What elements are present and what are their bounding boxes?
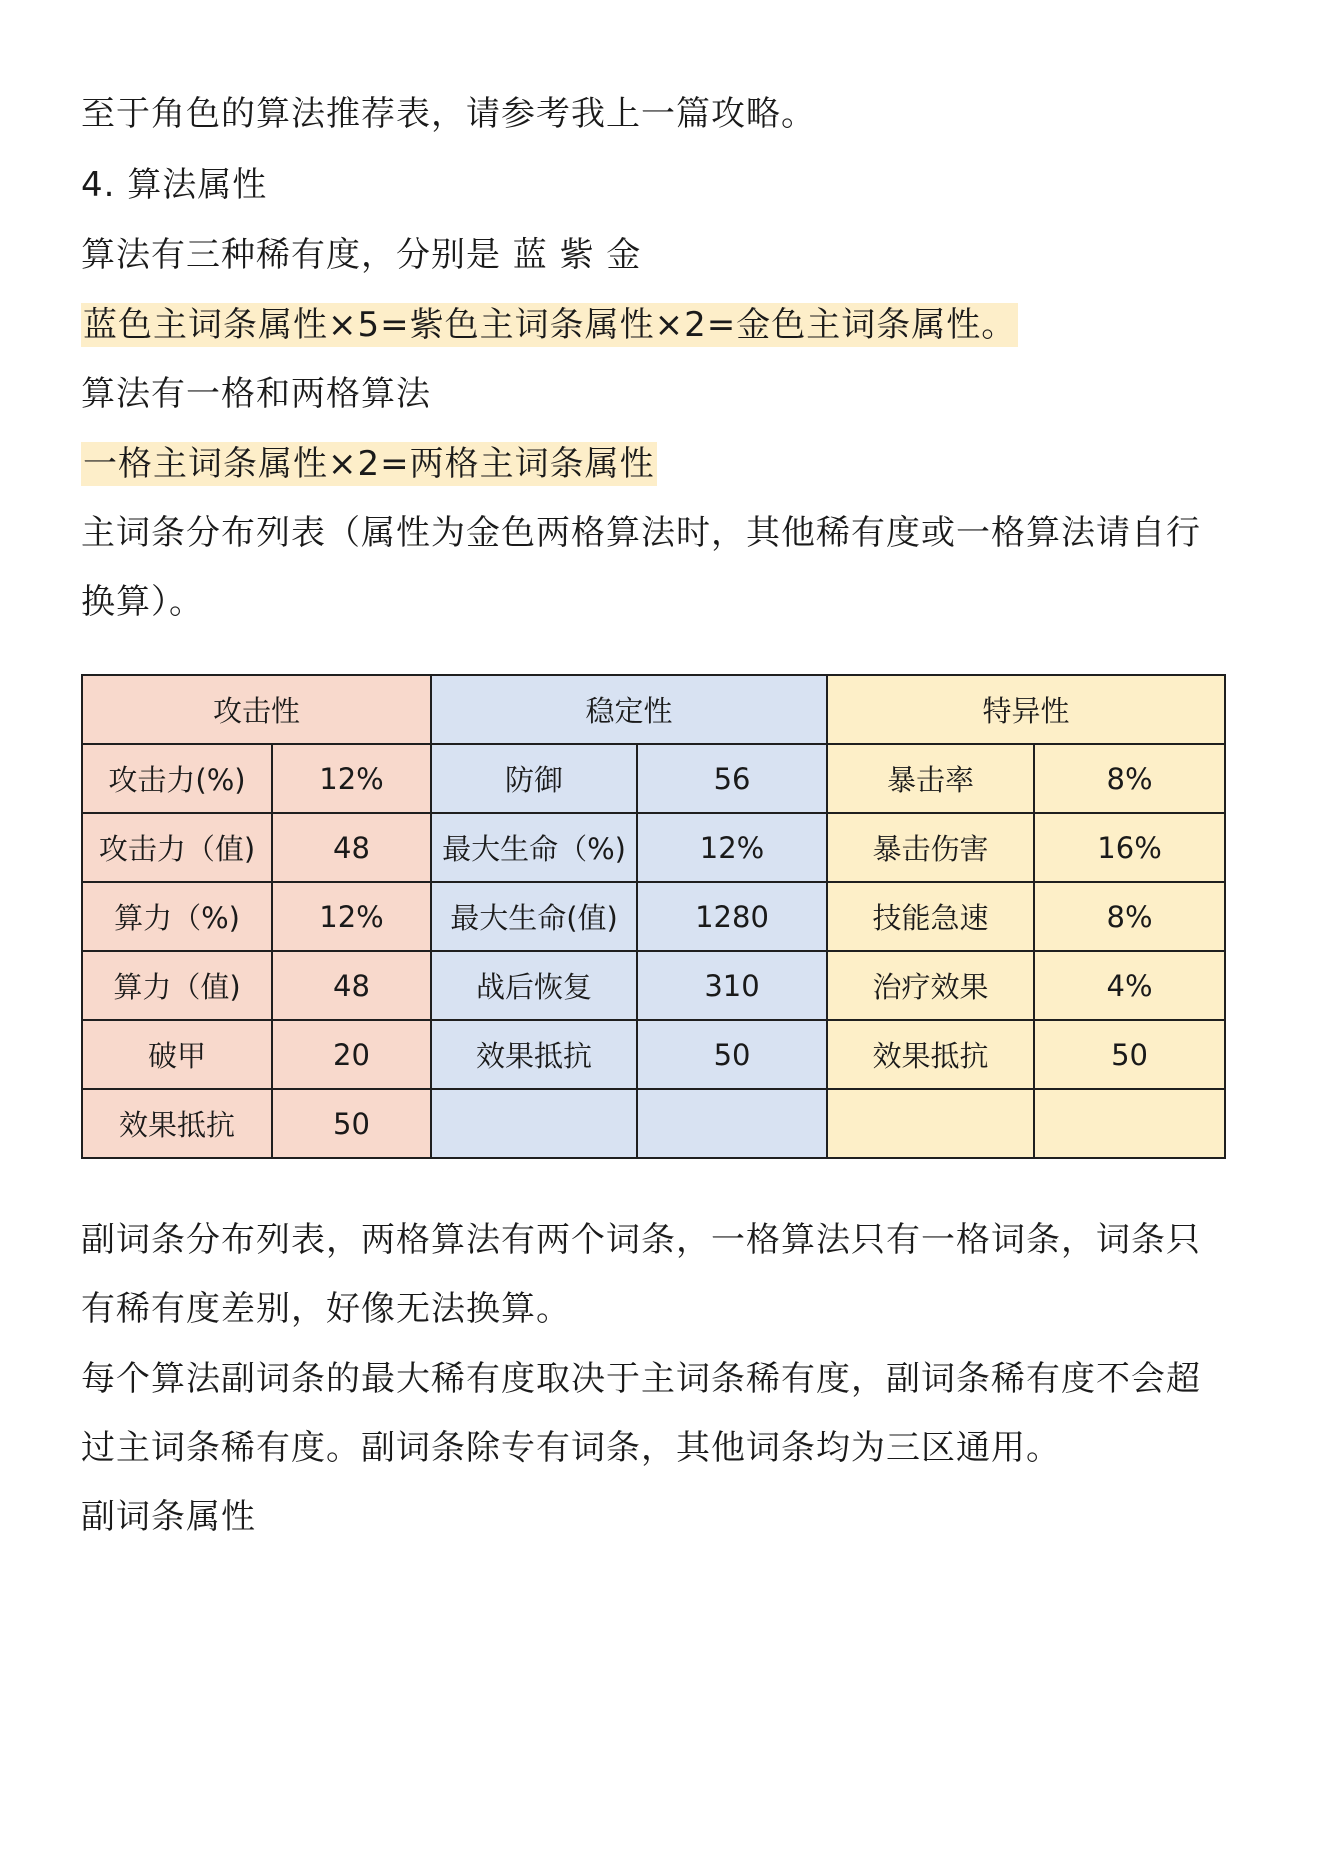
attack-stat-name: 算力（%)	[82, 882, 272, 951]
paragraph-sub-attributes: 副词条属性	[81, 1497, 256, 1537]
paragraph-main-list-line2: 换算）。	[81, 582, 204, 622]
attack-stat-name: 攻击力(%)	[82, 744, 272, 813]
table-header-row	[82, 675, 1225, 744]
special-stat-value: 16%	[1034, 813, 1225, 882]
paragraph-sub-rarity-line2: 过主词条稀有度。副词条除专有词条，其他词条均为三区通用。	[81, 1428, 1061, 1468]
paragraph-rarity: 算法有三种稀有度，分别是 蓝 紫 金	[81, 235, 642, 275]
special-stat-name	[827, 1089, 1034, 1158]
main-attribute-table	[81, 674, 1226, 1159]
stability-stat-value: 56	[637, 744, 827, 813]
special-stat-name: 技能急速	[827, 882, 1034, 951]
attack-stat-name: 攻击力（值)	[82, 813, 272, 882]
table-row	[82, 1089, 1225, 1158]
attack-stat-value: 48	[272, 813, 431, 882]
special-stat-name: 效果抵抗	[827, 1020, 1034, 1089]
attack-stat-value: 12%	[272, 744, 431, 813]
special-stat-value: 8%	[1034, 882, 1225, 951]
highlight-rarity-formula: 蓝色主词条属性×5=紫色主词条属性×2=金色主词条属性。	[83, 305, 1017, 345]
attack-stat-value: 48	[272, 951, 431, 1020]
stability-stat-value	[637, 1089, 827, 1158]
paragraph-main-list-line1: 主词条分布列表（属性为金色两格算法时，其他稀有度或一格算法请自行	[81, 513, 1201, 553]
paragraph-sub-list-line1: 副词条分布列表，两格算法有两个词条，一格算法只有一格词条，词条只	[81, 1220, 1201, 1260]
stability-stat-name: 最大生命(值)	[431, 882, 637, 951]
header-special: 特异性	[827, 675, 1225, 744]
special-stat-name: 治疗效果	[827, 951, 1034, 1020]
paragraph-reference: 至于角色的算法推荐表，请参考我上一篇攻略。	[81, 94, 816, 134]
attack-stat-name: 破甲	[82, 1020, 272, 1089]
attack-stat-value: 50	[272, 1089, 431, 1158]
attack-stat-value: 12%	[272, 882, 431, 951]
stability-stat-value: 50	[637, 1020, 827, 1089]
stability-stat-name: 战后恢复	[431, 951, 637, 1020]
stability-stat-name: 最大生命（%)	[431, 813, 637, 882]
highlight-slot-formula: 一格主词条属性×2=两格主词条属性	[83, 444, 655, 484]
header-stability: 稳定性	[431, 675, 827, 744]
stability-stat-name	[431, 1089, 637, 1158]
paragraph-sub-list-line2: 有稀有度差别，好像无法换算。	[81, 1289, 571, 1329]
table-row	[82, 1020, 1225, 1089]
table-row	[82, 951, 1225, 1020]
attack-stat-name: 效果抵抗	[82, 1089, 272, 1158]
table-row	[82, 744, 1225, 813]
stability-stat-value: 12%	[637, 813, 827, 882]
special-stat-name: 暴击率	[827, 744, 1034, 813]
stability-stat-value: 310	[637, 951, 827, 1020]
paragraph-slots: 算法有一格和两格算法	[81, 374, 431, 414]
stability-stat-name: 防御	[431, 744, 637, 813]
stability-stat-name: 效果抵抗	[431, 1020, 637, 1089]
attack-stat-value: 20	[272, 1020, 431, 1089]
table-row	[82, 813, 1225, 882]
section-heading: 4. 算法属性	[81, 165, 268, 205]
special-stat-value: 4%	[1034, 951, 1225, 1020]
stability-stat-value: 1280	[637, 882, 827, 951]
table-row	[82, 882, 1225, 951]
special-stat-value: 50	[1034, 1020, 1225, 1089]
paragraph-sub-rarity-line1: 每个算法副词条的最大稀有度取决于主词条稀有度，副词条稀有度不会超	[81, 1359, 1201, 1399]
special-stat-name: 暴击伤害	[827, 813, 1034, 882]
header-attack: 攻击性	[82, 675, 431, 744]
special-stat-value: 8%	[1034, 744, 1225, 813]
attack-stat-name: 算力（值)	[82, 951, 272, 1020]
special-stat-value	[1034, 1089, 1225, 1158]
